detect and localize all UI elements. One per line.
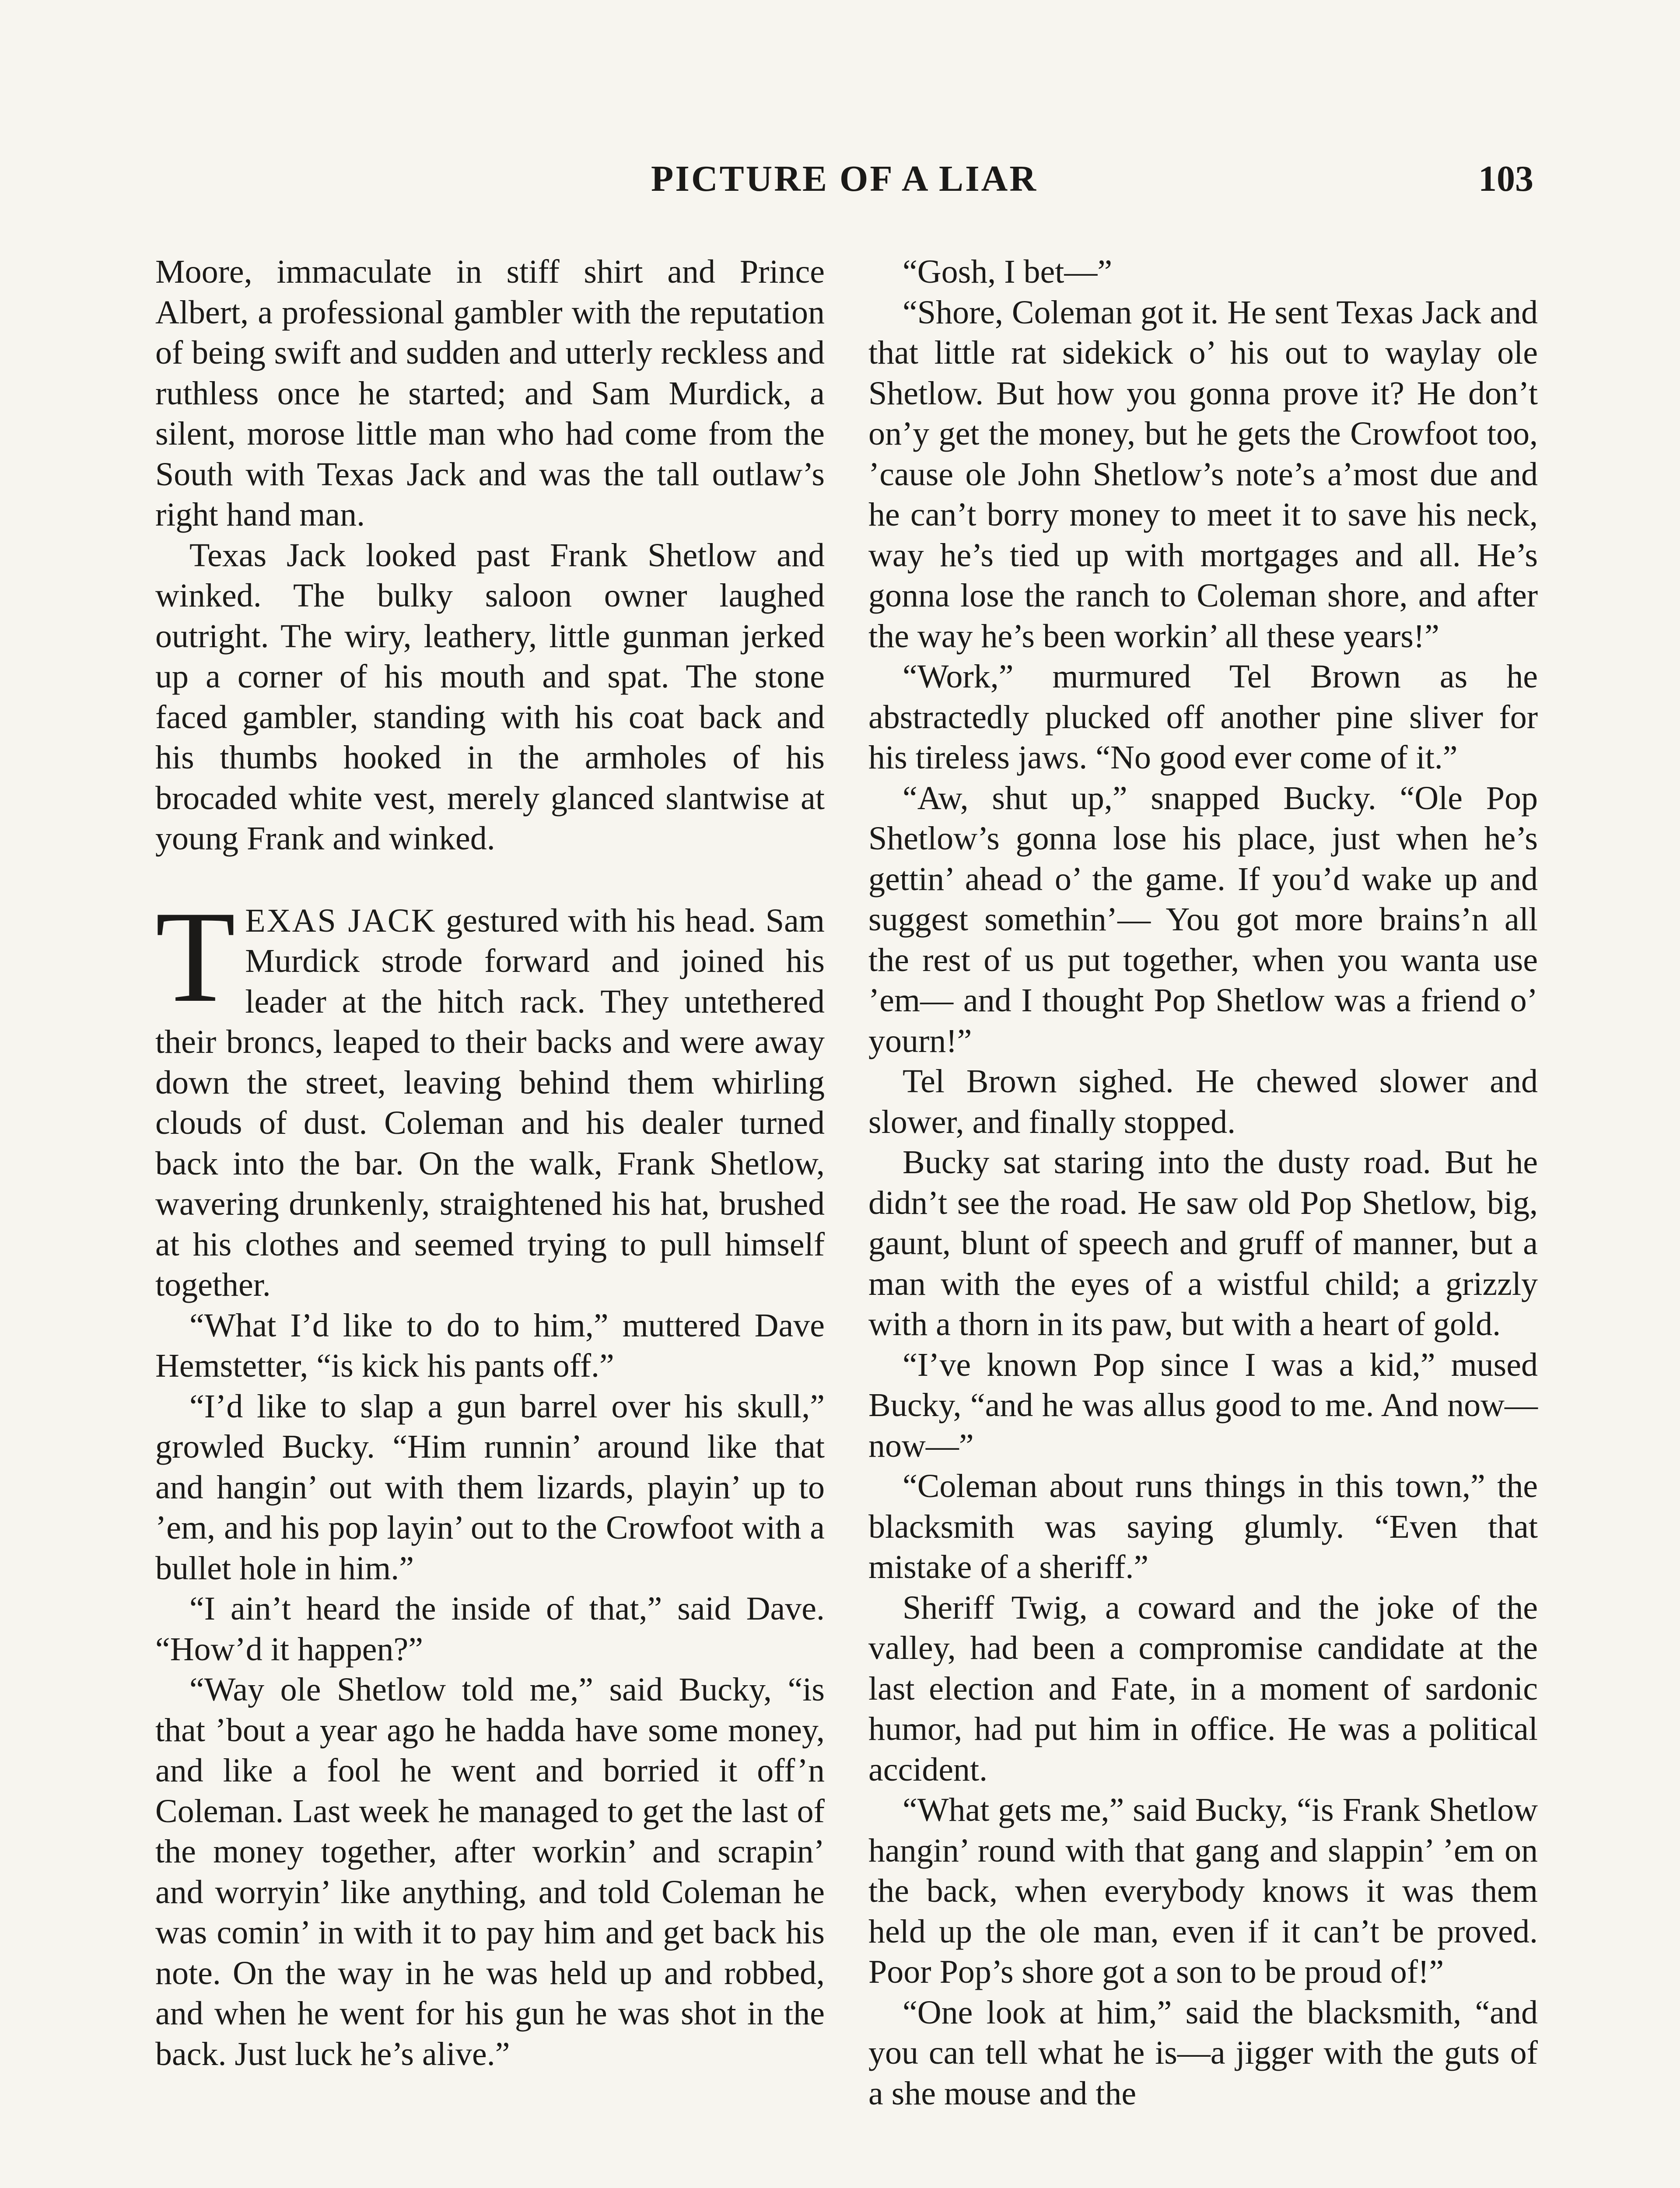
running-title: PICTURE OF A LIAR (651, 158, 1038, 199)
paragraph: “Aw, shut up,” snapped Bucky. “Ole Pop Shetlow’s gonna lose his place, just when he’s gettin’ ahead o’ the game. If you’d wake up and suggest somethin’— You got more brains’n all the rest of us put together, when you wanta use ’em— and I thought Pop Shetlow was a friend o’ yourn!” (868, 779, 1538, 1059)
paragraph: Moore, immaculate in stiff shirt and Prince Albert, a professional gambler with the reputation of being swift and sudden and utterly reckless and ruthless once he started; and Sam Murdick, a silent, morose little man who had come from the South with Texas Jack and was the tall outlaw’s right hand man. (155, 253, 825, 533)
opening-smallcaps: EXAS JACK (245, 902, 437, 939)
right-column (868, 252, 1538, 2114)
paragraph: “What gets me,” said Bucky, “is Frank Shetlow hangin’ round with that gang and slappin’ ’em on the back, when everybody knows it was them held up the ole man, even if it can’t be proved. Poor Pop’s shore got a son to be proud of!” (868, 1792, 1538, 1990)
page-header (155, 158, 1533, 210)
paragraph: “Shore, Coleman got it. He sent Texas Jack and that little rat sidekick o’ his out to waylay ole Shetlow. But how you gonna prove it? He don’t on’y get the money, but he gets the Crowfoot too, ’cause ole John Shetlow’s note’s a’most due and he can’t borry money to meet it to save his neck, way he’s tied up with mortgages and all. He’s gonna lose the ranch to Coleman shore, and after the way he’s been workin’ all these years!” (868, 294, 1538, 655)
drop-cap: T (155, 884, 236, 1029)
paragraph: “Way ole Shetlow told me,” said Bucky, “is that ’bout a year ago he hadda have some money, and like a fool he went and borried it off’n Coleman. Last week he managed to get the last of the money together, after workin’ and scrapin’ and worryin’ like anything, and told Coleman he was comin’ in with it to pay him and get back his note. On the way in he was held up and robbed, and when he went for his gun he was shot in the back. Just luck he’s alive.” (155, 1671, 825, 2072)
paragraph: “Work,” murmured Tel Brown as he abstractedly plucked off another pine sliver for his tireless jaws. “No good ever come of it.” (868, 658, 1538, 776)
paragraph: Sheriff Twig, a coward and the joke of the valley, had been a compromise candidate at the last election and Fate, in a moment of sardonic humor, had put him in office. He was a political accident. (868, 1589, 1538, 1788)
paragraph: “I’ve known Pop since I was a kid,” mused Bucky, “and he was allus good to me. And now—now—” (868, 1346, 1538, 1464)
left-column (155, 252, 825, 2074)
paragraph: “I’d like to slap a gun barrel over his skull,” growled Bucky. “Him runnin’ around like that and hangin’ out with them lizards, playin’ up to ’em, and his pop layin’ out to the Crowfoot with a bullet hole in him.” (155, 1388, 825, 1587)
paragraph: Bucky sat staring into the dusty road. But he didn’t see the road. He saw old Pop Shetlow, big, gaunt, blunt of speech and gruff of manner, but a man with the eyes of a wistful child; a grizzly with a thorn in its paw, but with a heart of gold. (868, 1144, 1538, 1343)
section-opening-paragraph (155, 884, 825, 1305)
paragraph: “One look at him,” said the blacksmith, “and you can tell what he is—a jigger with the guts of a she mouse and the (868, 1994, 1538, 2112)
paragraph: “Coleman about runs things in this town,” the blacksmith was saying glumly. “Even that mistake of a sheriff.” (868, 1468, 1538, 1585)
paragraph: “I ain’t heard the inside of that,” said Dave. “How’d it happen?” (155, 1590, 825, 1668)
paragraph: Texas Jack looked past Frank Shetlow and winked. The bulky saloon owner laughed outright. The wiry, leathery, little gunman jerked up a corner of his mouth and spat. The stone faced gambler, standing with his coat back and his thumbs hooked in the armholes of his brocaded white vest, merely glanced slantwise at young Frank and winked. (155, 536, 825, 857)
paragraph: Tel Brown sighed. He chewed slower and slower, and finally stopped. (868, 1063, 1538, 1140)
paragraph-text: gestured with his head. Sam Murdick strode forward and joined his leader at the hitch rack. They untethered their broncs, leaped to their backs and were away down the street, leaving behind them whirling clouds of dust. Coleman and his dealer turned back into the bar. On the walk, Frank Shetlow, wavering drunkenly, straightened his hat, brushed at his clothes and seemed trying to pull himself together. (155, 902, 825, 1303)
paragraph: “Gosh, I bet—” (903, 253, 1113, 290)
paragraph: “What I’d like to do to him,” muttered Dave Hemstetter, “is kick his pants off.” (155, 1307, 825, 1384)
page-number: 103 (1478, 158, 1533, 199)
